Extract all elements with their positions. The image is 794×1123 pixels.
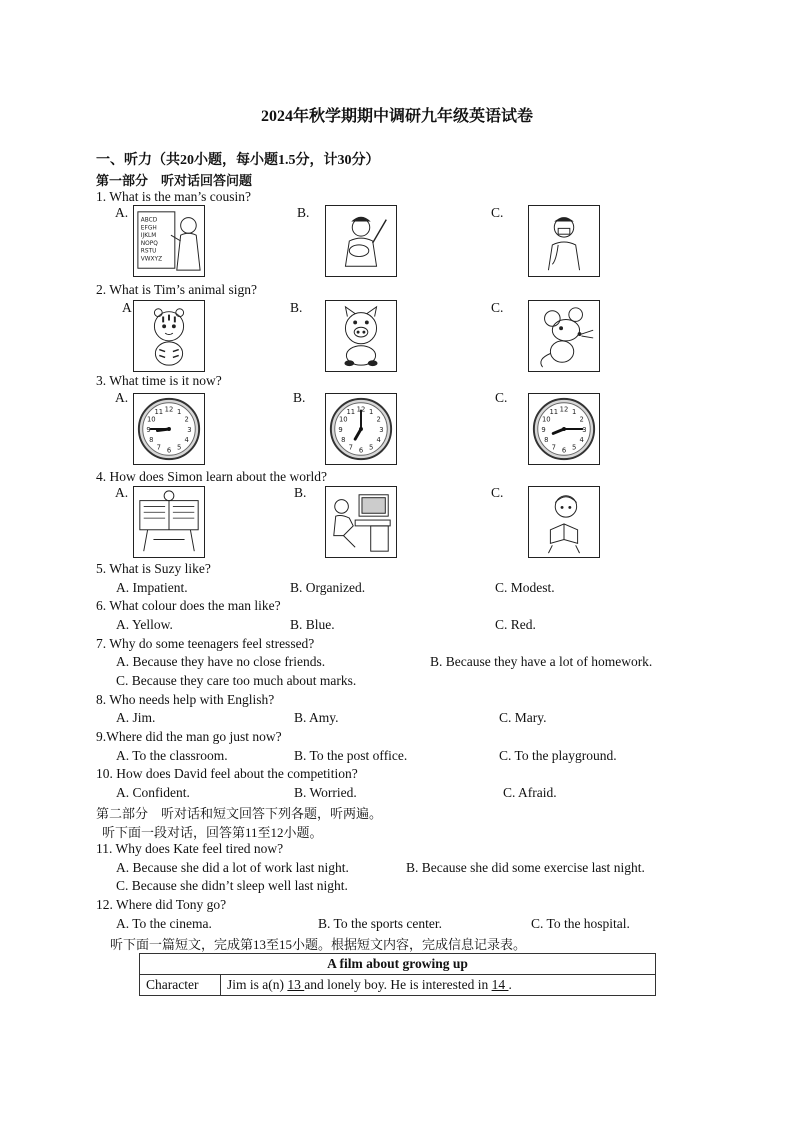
option-c: C. Because she didn’t sleep well last night.: [116, 878, 348, 893]
svg-text:6: 6: [358, 446, 364, 455]
svg-text:IJKLM: IJKLM: [140, 233, 157, 240]
part-one-heading: 第一部分 听对话回答问题: [96, 173, 253, 188]
option-b: B. Amy.: [294, 710, 339, 725]
svg-text:8: 8: [149, 436, 154, 445]
newspaper-reader-icon: [133, 486, 205, 558]
option-c: C. Mary.: [499, 710, 547, 725]
svg-text:4: 4: [184, 436, 189, 445]
page-title: 2024年秋学期期中调研九年级英语试卷: [260, 108, 533, 125]
svg-text:9: 9: [541, 425, 546, 434]
svg-text:3: 3: [187, 425, 192, 434]
tiger-icon: [133, 300, 205, 372]
svg-text:10: 10: [541, 415, 551, 424]
svg-text:12: 12: [559, 405, 569, 414]
option-label: B.: [290, 300, 303, 315]
option-label: C.: [491, 300, 504, 315]
svg-text:11: 11: [346, 408, 356, 417]
option-c: C. Red.: [495, 617, 536, 632]
table-row-content: [221, 975, 656, 996]
svg-text:7: 7: [348, 443, 353, 452]
svg-text:10: 10: [146, 415, 156, 424]
option-b: B. Because they have a lot of homework.: [430, 654, 653, 669]
option-a: A. Jim.: [116, 710, 156, 725]
svg-text:4: 4: [376, 436, 381, 445]
svg-text:4: 4: [579, 436, 584, 445]
question-3: 3. What time is it now?: [96, 373, 222, 388]
pig-icon: [325, 300, 397, 372]
option-c: C. Afraid.: [503, 785, 557, 800]
option-label: C.: [491, 485, 504, 500]
svg-text:5: 5: [369, 443, 374, 452]
clock-icon: [133, 393, 205, 465]
mouse-icon: [528, 300, 600, 372]
svg-text:5: 5: [177, 443, 182, 452]
question-5: 5. What is Suzy like?: [96, 561, 211, 576]
option-a: A. Yellow.: [116, 617, 173, 632]
svg-text:8: 8: [341, 436, 346, 445]
clock-icon: [325, 393, 397, 465]
option-label: A.: [115, 485, 129, 500]
option-b: B. Worried.: [294, 785, 357, 800]
svg-text:3: 3: [379, 425, 384, 434]
svg-text:RSTU: RSTU: [140, 248, 157, 255]
svg-text:EFGH: EFGH: [140, 225, 157, 232]
part-two-heading: 第二部分 听对话和短文回答下列各题，听两遍。: [96, 806, 383, 821]
option-label: C.: [491, 205, 504, 220]
clock-icon: [528, 393, 600, 465]
svg-text:6: 6: [561, 446, 567, 455]
info-table: [139, 953, 656, 996]
option-c: C. Because they care too much about marks.: [116, 673, 357, 688]
painter-icon: [325, 205, 397, 277]
svg-text:1: 1: [177, 408, 182, 417]
blank-13: 13: [287, 977, 305, 992]
option-label: B.: [297, 205, 310, 220]
option-label: C.: [495, 390, 508, 405]
row-text: and lonely boy. He is interested in: [304, 977, 492, 992]
svg-text:9: 9: [338, 425, 343, 434]
svg-text:9: 9: [146, 425, 151, 434]
section-heading: 一、听力（共20小题，每小题1.5分，计30分）: [96, 153, 380, 168]
option-a: A. To the classroom.: [116, 748, 228, 763]
computer-user-icon: [325, 486, 397, 558]
question-12: 12. Where did Tony go?: [96, 897, 227, 912]
option-b: B. Because she did some exercise last night.: [406, 860, 645, 875]
option-a: A. Because she did a lot of work last night.: [116, 860, 349, 875]
question-10: 10. How does David feel about the competition?: [96, 766, 358, 781]
table-heading: A film about growing up: [140, 954, 656, 975]
option-label: B.: [294, 485, 307, 500]
question-11: 11. Why does Kate feel tired now?: [96, 841, 284, 856]
svg-text:3: 3: [582, 425, 587, 434]
row-text: .: [508, 977, 512, 992]
option-label: B.: [293, 390, 306, 405]
question-2: 2. What is Tim’s animal sign?: [96, 282, 258, 297]
question-7: 7. Why do some teenagers feel stressed?: [96, 636, 315, 651]
option-a: A. Confident.: [116, 785, 190, 800]
svg-text:11: 11: [549, 408, 559, 417]
option-c: C. To the playground.: [499, 748, 617, 763]
svg-text:NOPQ: NOPQ: [140, 240, 158, 247]
svg-text:6: 6: [166, 446, 172, 455]
svg-text:7: 7: [551, 443, 556, 452]
option-b: B. To the post office.: [294, 748, 408, 763]
blank-14: 14: [491, 977, 509, 992]
svg-text:10: 10: [338, 415, 348, 424]
option-b: B. To the sports center.: [318, 916, 443, 931]
svg-text:2: 2: [376, 415, 381, 424]
svg-text:1: 1: [572, 408, 577, 417]
svg-text:7: 7: [156, 443, 161, 452]
option-a: A. Because they have no close friends.: [116, 654, 326, 669]
part-two-note: 听下面一段对话，回答第11至12小题。: [102, 825, 323, 840]
option-a: A. Impatient.: [116, 580, 188, 595]
option-label: A.: [115, 205, 129, 220]
svg-text:8: 8: [544, 436, 549, 445]
svg-text:5: 5: [572, 443, 577, 452]
svg-text:1: 1: [369, 408, 374, 417]
question-6: 6. What colour does the man like?: [96, 598, 281, 613]
question-1: 1. What is the man’s cousin?: [96, 189, 251, 204]
question-9: 9.Where did the man go just now?: [96, 729, 282, 744]
option-a: A. To the cinema.: [116, 916, 212, 931]
option-label: A.: [115, 390, 129, 405]
teacher-icon: [133, 205, 205, 277]
svg-text:VWXYZ: VWXYZ: [140, 256, 163, 263]
option-b: B. Organized.: [290, 580, 366, 595]
question-8: 8. Who needs help with English?: [96, 692, 275, 707]
doctor-icon: [528, 205, 600, 277]
svg-text:2: 2: [184, 415, 189, 424]
svg-text:11: 11: [154, 408, 164, 417]
option-c: C. Modest.: [495, 580, 555, 595]
svg-text:ABCD: ABCD: [140, 217, 158, 224]
table-row-label: Character: [140, 975, 221, 996]
row-text: Jim is a(n): [227, 977, 288, 992]
svg-text:2: 2: [579, 415, 584, 424]
part-two-note: 听下面一篇短文，完成第13至15小题。根据短文内容，完成信息记录表。: [110, 937, 527, 952]
svg-text:12: 12: [356, 405, 366, 414]
option-label: A: [122, 300, 132, 315]
option-c: C. To the hospital.: [531, 916, 630, 931]
book-reader-icon: [528, 486, 600, 558]
option-b: B. Blue.: [290, 617, 335, 632]
svg-text:12: 12: [164, 405, 174, 414]
question-4: 4. How does Simon learn about the world?: [96, 469, 327, 484]
